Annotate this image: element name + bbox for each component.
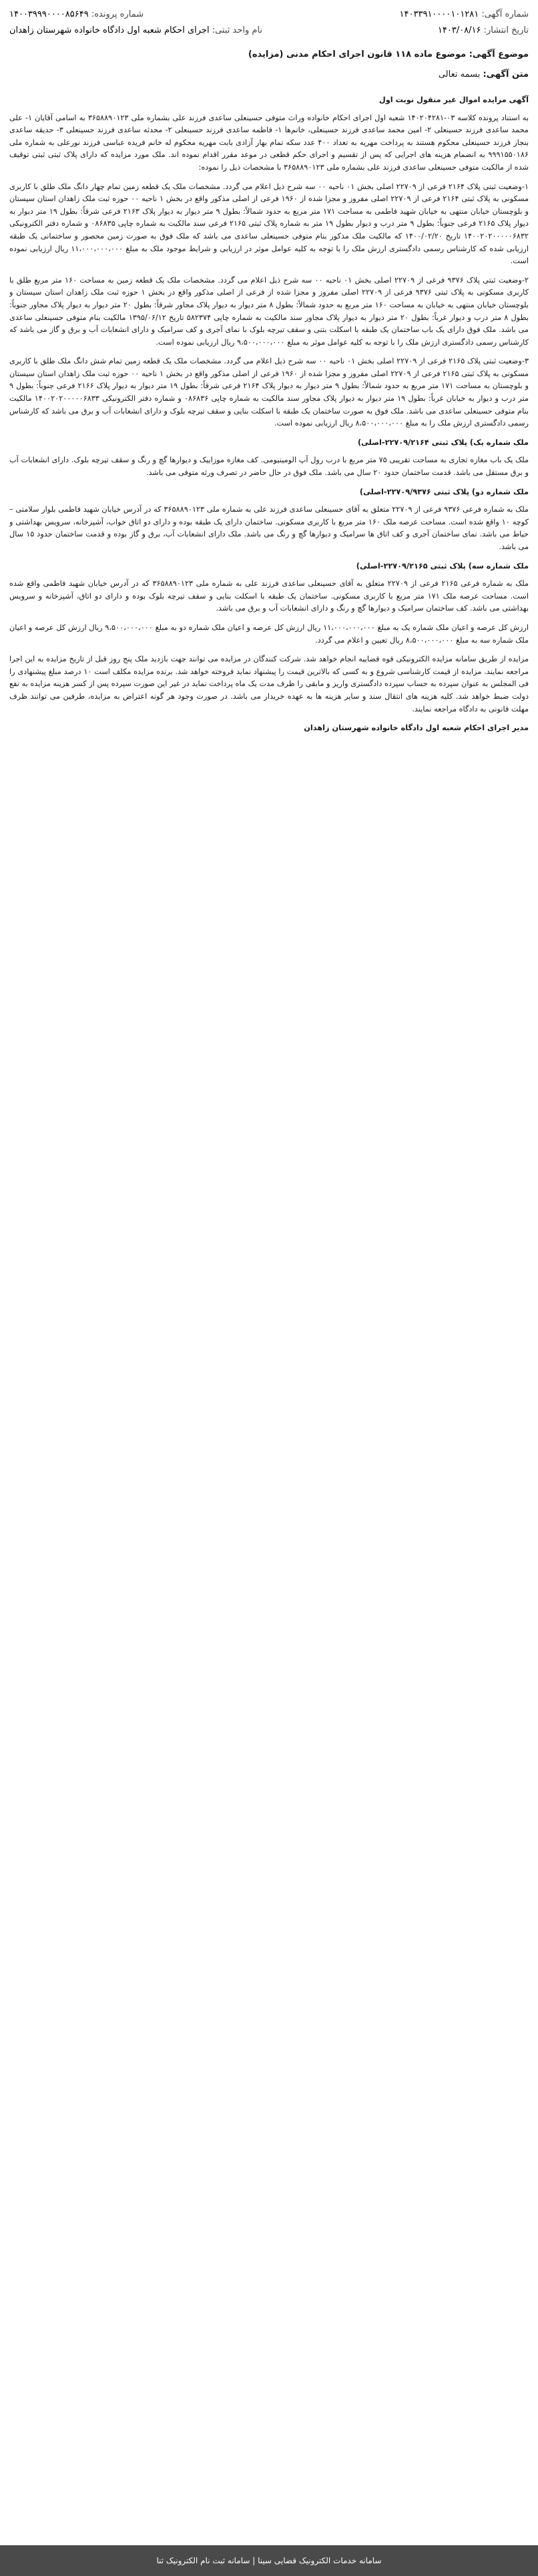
date-field: [438, 23, 529, 39]
signature-line: مدیر اجرای احکام شعبه اول دادگاه خانواده شهرستان زاهدان: [304, 723, 529, 733]
ad-body: [9, 90, 529, 2542]
publish-date: ۱۴۰۳/۰۸/۱۶: [437, 25, 481, 35]
header-row-1: [9, 7, 529, 23]
property-3-title: ملک شماره سه) پلاک ثبتی ۲۲۷۰۹/۲۱۶۵-اصلی): [356, 561, 529, 571]
property-2-description: ملک به شماره فرعی ۹۳۷۶ فرعی از ۲۲۷۰۹ متعلق به آقای حسینعلی ساعدی فرزند علی به شماره ملی ۳۶۵۸۸۹۰۱۲۳ که در آدرس خیابان شهید فاطمی بلوار سلامتی – کوچه ۱۰ واقع شده است. مساحت عرصه ملک ۱۶۰ متر مربع با کاربری مسکونی. ساختمان دارای یک طبقه بوده و دارای دو اتاق خواب، آشپزخانه، سرویس بهداشتی و حیاط می باشد. نمای ساختمان آجری و کف اتاق ها سرامیک و دیوارها گچ و رنگ می باشد. ملک دارای انشعابات آب، برق و گاز بوده و قدمت ساختمان حدود ۱۵ سال می باشد.: [9, 505, 529, 551]
property-1-title: ملک شماره یک) پلاک ثبتی ۲۲۷۰۹/۲۱۶۴-اصلی): [357, 438, 529, 447]
property-3-description: ملک به شماره فرعی ۲۱۶۵ فرعی از ۲۲۷۰۹ متعلق به آقای حسینعلی ساعدی فرزند علی به شماره ملی ۳۶۵۸۸۹۰۱۲۳ که در آدرس خیابان شهید فاطمی واقع شده است. مساحت عرصه ملک ۱۷۱ متر مربع با کاربری مسکونی. ساختمان یک طبقه با اسکلت بنایی و سقف تیرچه بلوک بوده و دارای دو اتاق، آشپزخانه و سرویس بهداشتی می باشد. کف ساختمان سرامیک و دیوارها گچ و رنگ و دارای انشعابات آب و برق می باشد.: [9, 579, 529, 613]
paragraph-case: به استناد پرونده کلاسه ۰۳-۱۴۰۲۰۴۲۸۱ شعبه اول اجرای احکام خانواده وراث متوفی حسینعلی ساعدی فرزند علی بشماره ملی ۳۶۵۸۸۹۰۱۲۳ به اسامی آقایان ۱- علی محمد ساعدی فرزند حسینعلی ۲- امین محمد ساعدی فرزند حسینعلی، خانم‌ها ۱- فاطمه ساعدی فرزند حسینعلی ۲- محدثه ساعدی فرزند حسینعلی ۳- حدیقه ساعدی بنجار فرزند حسینعلی محکوم هستند به پرداخت مهریه به تعداد ۴۰۰ عدد سکه تمام بهار آزادی بابت مهریه محکوم له خانم فریده عباسی فرزند نورعلی به شماره ملی ۹۹۹۱۵۵۰۱۸۶ به انضمام هزینه های اجرایی که پس از تقسیم و اجرای حکم قطعی در موعد مقرر اقدام نموده اند. ملک مورد مزایده که دارای پلاک ثبتی ثبتی توقیف شده از مالکیت متوفی حسینعلی ساعدی فرزند علی بشماره ملی ۳۶۵۸۸۹۰۱۲۳ با مشخصات ذیل را نموده:: [9, 113, 529, 172]
site-footer: [0, 2545, 538, 2576]
intro-line: [9, 67, 529, 83]
ad-subject: موضوع آگهی: موضوع ماده ۱۱۸ قانون اجرای احکام مدنی (مزایده): [248, 49, 529, 59]
paragraph-property-1: ۱-وضعیت ثبتی پلاک ۲۱۶۴ فرعی از ۲۲۷۰۹ اصلی بخش ۰۱ ناحیه ۰۰ سه شرح ذیل اعلام می گردد. مشخصات ملک یک قطعه زمین تمام چهار دانگ ملک طلق با کاربری مسکونی به پلاک ثبتی ۲۱۶۴ فرعی از ۲۲۷۰۹ اصلی مفروز و مجزا شده از ۱۹۶۰ فرعی از اصلی مذکور واقع در بخش ۱ ناحیه ۰۰ حوزه ثبت ملک زاهدان استان سیستان و بلوچستان خیابان منتهی به خیابان شهید فاطمی به مساحت ۱۷۱ متر مربع به حدود شمالاً: بطول ۹ متر دیوار به دیوار پلاک ۲۱۶۳ فرعی شرقاً: بطول ۱۹ متر دیوار به دیوار پلاک ۲۱۶۵ فرعی جنوباً: بطول ۹ متر درب و دیوار بطول ۱۹ متر به شماره پلاک ثبتی ۲۱۶۵ فرعی سند مالکیت به شماره چاپی ۰۸۶۸۳۵ و شماره دفتر الکترونیکی ۱۴۰۰۲۰۲۰۰۰۰۰۶۸۳۲ تاریخ ۱۴۰۰/۰۲/۲۰ که مالکیت ملک مذکور بنام متوفی حسینعلی ساعدی می باشد که ملک فوق به صورت زمین محصور و ساختمانی یک طبقه ارزیابی شده که کارشناس رسمی دادگستری ارزش ملک را با توجه به کلیه عوامل موثر در ارزیابی و شرایط موجود ملک به مبلغ ۱۱،۰۰۰،۰۰۰،۰۰۰ ریال ارزیابی نموده است.: [9, 182, 529, 266]
ad-title: آگهی مزایده اموال غیر منقول نوبت اول: [378, 96, 529, 104]
header-row-2: [9, 23, 529, 39]
ad-number-label: شماره آگهی:: [481, 9, 529, 19]
property-2-title: ملک شماره دو) پلاک ثبتی ۲۲۷۰۹/۹۳۷۶-اصلی): [359, 487, 529, 496]
ad-number-field: [400, 7, 529, 23]
intro-greeting: بسمه تعالی: [438, 69, 481, 79]
ad-number: ۱۴۰۳۳۹۱۰۰۰۰۱۰۱۲۸۱: [399, 9, 479, 19]
paragraph-auction-terms: مزایده از طریق سامانه مزایده الکترونیکی قوه قضاییه انجام خواهد شد. شرکت کنندگان در مزایده می توانند جهت بازدید ملک پنج روز قبل از تاریخ مزایده به این اجرا مراجعه نمایند. مزایده از قیمت کارشناسی شروع و به کسی که بالاترین قیمت را پیشنهاد نماید فروخته خواهد شد. برنده مزایده مکلف است ۱۰ درصد مبلغ پیشنهادی را فی المجلس به عنوان سپرده به حساب سپرده دادگستری واریز و مابقی را ظرف مدت یک ماه پرداخت نماید در غیر این صورت سپرده پس از کسر هزینه مزایده به نفع دولت ضبط خواهد شد. کلیه هزینه های انتقال سند و سایر هزینه ها به عهده خریدار می باشد. در صورت وجود هر گونه اعتراض به مزایده، طرفین می توانند ظرف مهلت قانونی به دادگاه مراجعه نمایند.: [9, 655, 529, 713]
paragraph-valuation: ارزش کل عرصه و اعیان ملک شماره یک به مبلغ ۱۱،۰۰۰،۰۰۰،۰۰۰ ریال ارزش کل عرصه و اعیان ملک شماره دو به مبلغ ۹،۵۰۰،۰۰۰،۰۰۰ ریال ارزش کل عرصه و اعیان ملک شماره سه به مبلغ ۸،۵۰۰،۰۰۰،۰۰۰ ریال تعیین و اعلام می گردد.: [9, 623, 529, 645]
unit-field: [9, 23, 262, 39]
paragraph-property-3: ۳-وضعیت ثبتی پلاک ۲۱۶۵ فرعی از ۲۲۷۰۹ اصلی بخش ۰۱ ناحیه ۰۰ سه شرح ذیل اعلام می گردد. مشخصات ملک یک قطعه زمین تمام شش دانگ ملک طلق با کاربری مسکونی به پلاک ثبتی ۲۱۶۵ فرعی از ۲۲۷۰۹ اصلی مفروز و مجزا شده از ۱۹۶۰ فرعی از اصلی مذکور واقع در بخش ۱ ناحیه ۰۰ حوزه ثبت ملک زاهدان استان سیستان و بلوچستان به مساحت ۱۷۱ متر مربع به حدود شمالاً: بطول ۹ متر دیوار به دیوار پلاک ۲۱۶۴ فرعی شرقاً: بطول ۱۹ متر دیوار به دیوار پلاک ۲۱۶۶ فرعی جنوباً: بطول ۹ متر درب و دیوار به خیابان غرباً: بطول ۱۹ متر دیوار به دیوار پلاک مجاور سند مالکیت به شماره چاپی ۰۸۶۸۳۶ و شماره دفتر الکترونیکی ۱۴۰۰۲۰۲۰۰۰۰۰۶۸۳۳ مالکیت بنام متوفی حسینعلی ساعدی می باشد. ملک فوق به صورت ساختمان یک طبقه با اسکلت بنایی و سقف تیرچه بلوک و دارای انشعابات آب و برق می باشد که کارشناس رسمی دادگستری ارزش ملک را به مبلغ ۸،۵۰۰،۰۰۰،۰۰۰ ریال ارزیابی نموده است.: [9, 357, 529, 428]
paragraph-property-2: ۲-وضعیت ثبتی پلاک ۹۳۷۶ فرعی از ۲۲۷۰۹ اصلی بخش ۰۱ ناحیه ۰۰ سه شرح ذیل اعلام می گردد. مشخصات ملک یک قطعه زمین به مساحت ۱۶۰ متر مربع طلق با کاربری مسکونی به پلاک ثبتی ۹۳۷۶ فرعی از ۲۲۷۰۹ اصلی مفروز و مجزا شده از فرعی از اصلی مذکور واقع در بخش ۱ حوزه ثبت ملک زاهدان استان سیستان و بلوچستان خیابان منتهی به خیابان به مساحت ۱۶۰ متر مربع به حدود شمالاً: بطول ۸ متر دیوار به دیوار پلاک مجاور شرقاً: بطول ۲۰ متر دیوار به دیوار پلاک مجاور جنوباً: بطول ۸ متر درب و دیوار غرباً: بطول ۲۰ متر دیوار به دیوار پلاک مجاور سند مالکیت به شماره چاپی ۵۸۲۳۷۴ تاریخ ۱۳۹۵/۰۶/۱۲ مالکیت بنام متوفی حسینعلی ساعدی می باشد. ملک فوق دارای یک باب ساختمان یک طبقه با اسکلت بتنی و سقف تیرچه بلوک با نمای آجری و کف سرامیک و دارای انشعابات آب و برق و گاز می باشد که کارشناس رسمی دادگستری ارزش ملک را با توجه به کلیه عوامل موثر به مبلغ ۹،۵۰۰،۰۰۰،۰۰۰ ریال ارزیابی نموده است.: [9, 275, 529, 347]
unit-label: نام واحد ثبتی:: [212, 25, 263, 35]
unit-name: اجرای احکام شعبه اول دادگاه خانواده شهرستان زاهدان: [9, 25, 210, 35]
tracking-number: ۱۴۰۰۳۹۹۹۰۰۰۰۸۵۶۴۹: [9, 9, 89, 19]
property-1-description: ملک یک باب مغازه تجاری به مساحت تقریبی ۷۵ متر مربع با درب رول آپ الومینیومی. کف مغازه موزاییک و دیوارها گچ و رنگ و سقف تیرچه بلوک. دارای انشعابات آب و برق مستقل می باشد. قدمت ساختمان حدود ۲۰ سال می باشد. ملک فوق در حال حاضر در تصرف ورثه متوفی می باشد.: [9, 456, 529, 478]
tracking-field: [9, 7, 144, 23]
intro-label: متن آگهی:: [483, 69, 529, 79]
date-label: تاریخ انتشار:: [483, 25, 529, 35]
ad-header: [0, 0, 538, 87]
footer-text[interactable]: سامانه خدمات الکترونیک قضایی سینا | سامانه ثبت نام الکترونیک ثنا: [156, 2556, 382, 2565]
tracking-label: شماره پرونده:: [91, 9, 144, 19]
